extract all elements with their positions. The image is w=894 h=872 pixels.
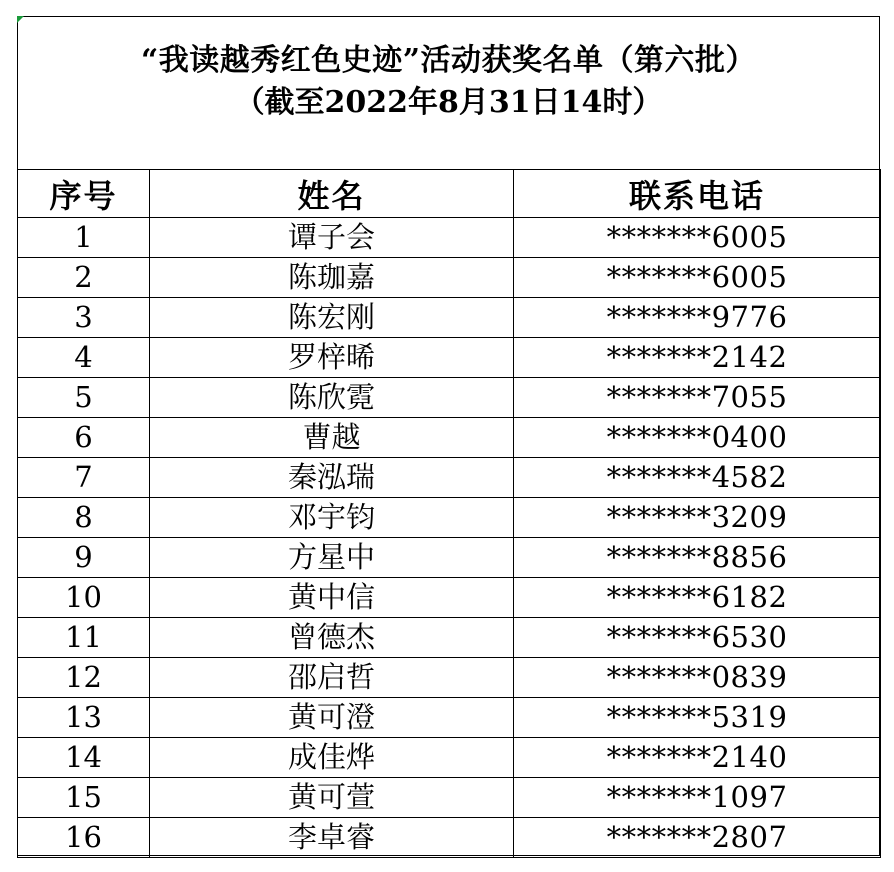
seq-cell: 14 — [18, 738, 150, 778]
seq-cell: 8 — [18, 498, 150, 538]
phone-cell: *******6005 — [514, 218, 881, 258]
seq-cell: 12 — [18, 658, 150, 698]
document-subtitle-date: （截至2022年8月31日14时） — [234, 85, 663, 120]
name-cell: 方星中 — [150, 538, 514, 578]
seq-cell: 16 — [18, 818, 150, 858]
table-row — [18, 298, 881, 338]
name-cell: 黄可萱 — [150, 778, 514, 818]
table-row — [18, 378, 881, 418]
winners-table — [17, 169, 881, 858]
table-row — [18, 738, 881, 778]
name-cell: 曾德杰 — [150, 618, 514, 658]
phone-cell: *******6182 — [514, 578, 881, 618]
phone-cell: *******2140 — [514, 738, 881, 778]
phone-cell: *******6005 — [514, 258, 881, 298]
phone-cell: *******6530 — [514, 618, 881, 658]
table-row — [18, 818, 881, 858]
table-row — [18, 218, 881, 258]
name-cell: 黄可澄 — [150, 698, 514, 738]
table-row — [18, 698, 881, 738]
name-cell: 谭子会 — [150, 218, 514, 258]
table-row — [18, 538, 881, 578]
phone-cell: *******8856 — [514, 538, 881, 578]
name-cell: 曹越 — [150, 418, 514, 458]
table-row — [18, 778, 881, 818]
seq-cell: 11 — [18, 618, 150, 658]
phone-cell: *******9776 — [514, 298, 881, 338]
table-row — [18, 658, 881, 698]
table-row — [18, 578, 881, 618]
table-row — [18, 618, 881, 658]
seq-cell: 3 — [18, 298, 150, 338]
name-cell: 成佳烨 — [150, 738, 514, 778]
name-cell: 陈宏刚 — [150, 298, 514, 338]
name-cell: 陈欣霓 — [150, 378, 514, 418]
phone-cell: *******4582 — [514, 458, 881, 498]
seq-cell: 13 — [18, 698, 150, 738]
phone-cell: *******0400 — [514, 418, 881, 458]
name-cell: 罗梓晞 — [150, 338, 514, 378]
seq-cell: 1 — [18, 218, 150, 258]
phone-cell: *******3209 — [514, 498, 881, 538]
table-row — [18, 338, 881, 378]
phone-cell: *******1097 — [514, 778, 881, 818]
title-block — [18, 17, 879, 170]
table-body — [18, 218, 881, 858]
phone-cell: *******0839 — [514, 658, 881, 698]
table-row — [18, 418, 881, 458]
seq-cell: 15 — [18, 778, 150, 818]
name-cell: 李卓睿 — [150, 818, 514, 858]
name-cell: 邓宇钧 — [150, 498, 514, 538]
name-cell: 陈珈嘉 — [150, 258, 514, 298]
table-row — [18, 258, 881, 298]
table-header-row — [18, 170, 881, 218]
seq-cell: 7 — [18, 458, 150, 498]
seq-cell: 4 — [18, 338, 150, 378]
column-header-phone: 联系电话 — [514, 170, 881, 218]
seq-cell: 5 — [18, 378, 150, 418]
column-header-seq: 序号 — [18, 170, 150, 218]
name-cell: 秦泓瑞 — [150, 458, 514, 498]
seq-cell: 6 — [18, 418, 150, 458]
name-cell: 黄中信 — [150, 578, 514, 618]
name-cell: 邵启哲 — [150, 658, 514, 698]
phone-cell: *******2807 — [514, 818, 881, 858]
cell-corner-marker — [17, 16, 24, 23]
phone-cell: *******7055 — [514, 378, 881, 418]
phone-cell: *******2142 — [514, 338, 881, 378]
seq-cell: 10 — [18, 578, 150, 618]
seq-cell: 9 — [18, 538, 150, 578]
table-row — [18, 498, 881, 538]
document-title: “我读越秀红色史迹”活动获奖名单（第六批） — [140, 43, 756, 78]
column-header-name: 姓名 — [150, 170, 514, 218]
award-list-sheet — [17, 16, 880, 856]
seq-cell: 2 — [18, 258, 150, 298]
table-row — [18, 458, 881, 498]
phone-cell: *******5319 — [514, 698, 881, 738]
